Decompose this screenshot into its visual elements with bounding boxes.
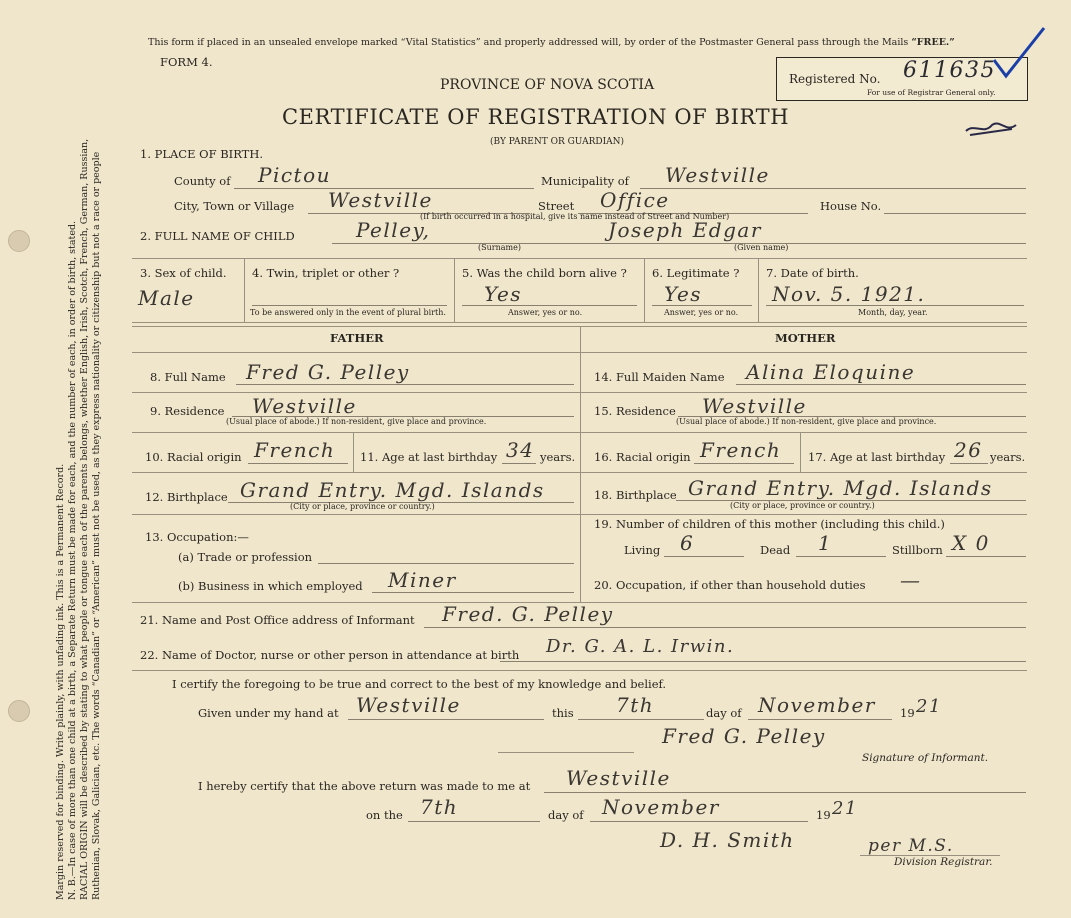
place-of-birth-label: 1. PLACE OF BIRTH. (140, 147, 264, 161)
certify-day-of-label: day of (706, 706, 742, 720)
born-alive-note: Answer, yes or no. (508, 308, 583, 317)
postal-notice: This form if placed in an unsealed envelope marked “Vital Statistics” and properly addressed will, by order of the Postmaster General pass through the Mails “FREE.” (148, 37, 955, 48)
mother-years-label: years. (990, 450, 1026, 464)
margin-note-line: RACIAL ORIGIN will be described by stating to what people or tongue each of the parents belongs, whether English, Irish, Scotch, French, German, Russian, (79, 138, 90, 900)
certify-day-value: 7th (616, 693, 655, 717)
father-birthplace-value: Grand Entry. Mgd. Islands (240, 478, 545, 502)
registrar-signature-label: Division Registrar. (894, 856, 993, 868)
registrar-month-value: November (602, 795, 720, 819)
municipality-label: Municipality of (541, 174, 629, 188)
father-racial-origin-value: French (254, 438, 336, 462)
date-of-birth-label: 7. Date of birth. (766, 266, 859, 280)
city-label: City, Town or Village (174, 199, 295, 213)
mother-residence-note: (Usual place of abode.) If non-resident, give place and province. (676, 417, 937, 426)
street-value: Office (600, 188, 670, 212)
registrar-signature-suffix: per M.S. (868, 836, 954, 856)
father-residence-value: Westville (252, 394, 357, 418)
twin-note: To be answered only in the event of plural birth. (250, 308, 446, 317)
punch-hole (8, 230, 30, 252)
legitimate-label: 6. Legitimate ? (652, 266, 740, 280)
margin-notes (55, 20, 140, 900)
dead-value: 1 (818, 531, 833, 555)
born-alive-label: 5. Was the child born alive ? (462, 266, 627, 280)
given-name-label: (Given name) (734, 243, 789, 252)
registered-number: 611635 (903, 58, 996, 83)
certify-month-value: November (758, 693, 876, 717)
county-label: County of (174, 174, 231, 188)
hospital-note: (If birth occurred in a hospital, give its name instead of Street and Number) (420, 212, 730, 221)
doctor-label: 22. Name of Doctor, nurse or other person in attendance at birth (140, 648, 520, 662)
child-surname-value: Pelley, (356, 218, 431, 242)
father-header: FATHER (330, 331, 384, 345)
margin-note-line: Margin reserved for binding. Write plainly, with unfading ink. This is a Permanent Record. (55, 463, 66, 900)
province-heading: PROVINCE OF NOVA SCOTIA (440, 77, 655, 93)
father-years-label: years. (540, 450, 576, 464)
mother-birthplace-note: (City or place, province or country.) (730, 501, 875, 510)
page-title: CERTIFICATE OF REGISTRATION OF BIRTH (282, 105, 790, 129)
father-birthplace-note: (City or place, province or country.) (290, 502, 435, 511)
mother-residence-value: Westville (702, 394, 807, 418)
mother-residence-label: 15. Residence (594, 404, 676, 418)
punch-hole (8, 700, 30, 722)
mother-birthplace-label: 18. Birthplace (594, 488, 677, 502)
trade-label: (a) Trade or profession (178, 550, 313, 564)
mother-age-value: 26 (954, 438, 983, 462)
business-label: (b) Business in which employed (178, 579, 363, 593)
father-residence-note: (Usual place of abode.) If non-resident, give place and province. (226, 417, 487, 426)
twin-label: 4. Twin, triplet or other ? (252, 266, 400, 280)
registered-note: For use of Registrar General only. (867, 88, 996, 97)
stillborn-value: X 0 (952, 531, 990, 555)
given-place-value: Westville (356, 693, 461, 717)
county-value: Pictou (258, 163, 332, 187)
certify-year-value: 21 (916, 696, 942, 717)
registrar-day-value: 7th (420, 795, 459, 819)
father-racial-origin-label: 10. Racial origin (145, 450, 242, 464)
sex-value: Male (138, 286, 195, 310)
father-age-label: 11. Age at last birthday (360, 450, 498, 464)
check-mark-icon (990, 24, 1050, 84)
father-name-label: 8. Full Name (150, 370, 226, 384)
registrar-year-value: 21 (832, 798, 858, 819)
legitimate-note: Answer, yes or no. (664, 308, 739, 317)
father-residence-label: 9. Residence (150, 404, 225, 418)
legitimate-value: Yes (664, 282, 703, 306)
page-subtitle: (BY PARENT OR GUARDIAN) (490, 137, 625, 147)
doctor-value: Dr. G. A. L. Irwin. (546, 636, 735, 657)
surname-label: (Surname) (478, 243, 521, 252)
house-number-label: House No. (820, 199, 882, 213)
sex-label: 3. Sex of child. (140, 266, 227, 280)
registered-label: Registered No. (789, 72, 881, 86)
municipality-value: Westville (665, 163, 770, 187)
mother-name-label: 14. Full Maiden Name (594, 370, 725, 384)
registrar-statement: I hereby certify that the above return was made to me at (198, 779, 531, 793)
form-number: FORM 4. (160, 55, 213, 69)
informant-label: 21. Name and Post Office address of Informant (140, 613, 415, 627)
father-name-value: Fred G. Pelley (246, 360, 410, 384)
scribble-mark-icon (962, 117, 1020, 139)
registrar-year-prefix: 19 (816, 808, 831, 822)
father-birthplace-label: 12. Birthplace (145, 490, 228, 504)
child-given-name-value: Joseph Edgar (608, 218, 762, 242)
mother-occupation-label: 20. Occupation, if other than household duties (594, 578, 866, 592)
business-value: Miner (388, 568, 457, 592)
street-label: Street (538, 199, 575, 213)
margin-note-line: Ruthenian, Slovak, Galician, etc. The words “Canadian” or “American” must not be used, as they express nationality or citizenship but not a race or people (91, 151, 102, 900)
mother-racial-origin-value: French (700, 438, 782, 462)
father-age-value: 34 (506, 438, 535, 462)
stillborn-label: Stillborn (892, 543, 943, 557)
registrar-place-value: Westville (566, 766, 671, 790)
date-of-birth-value: Nov. 5. 1921. (772, 282, 926, 306)
mother-birthplace-value: Grand Entry. Mgd. Islands (688, 476, 993, 500)
living-value: 6 (680, 531, 695, 555)
given-under-label: Given under my hand at (198, 706, 339, 720)
date-of-birth-note: Month, day, year. (858, 308, 928, 317)
occupation-label: 13. Occupation:— (145, 530, 249, 544)
certify-statement: I certify the foregoing to be true and correct to the best of my knowledge and belief. (172, 677, 667, 691)
informant-value: Fred. G. Pelley (442, 602, 614, 626)
mother-age-label: 17. Age at last birthday (808, 450, 946, 464)
city-value: Westville (328, 188, 433, 212)
margin-note-line: N. B.—In case of more than one child at a birth, a Separate Return must be made for each, and the number of each, in order of birth, stated. (67, 220, 78, 900)
child-name-label: 2. FULL NAME OF CHILD (140, 229, 295, 243)
informant-signature-label: Signature of Informant. (862, 752, 989, 764)
mother-header: MOTHER (775, 331, 836, 345)
informant-signature: Fred G. Pelley (662, 724, 826, 748)
certify-year-prefix: 19 (900, 706, 915, 720)
children-count-label: 19. Number of children of this mother (including this child.) (594, 517, 945, 531)
registrar-day-of-label: day of (548, 808, 584, 822)
this-label: this (552, 706, 574, 720)
mother-racial-origin-label: 16. Racial origin (594, 450, 691, 464)
mother-name-value: Alina Eloquine (746, 360, 916, 384)
dead-label: Dead (760, 543, 791, 557)
on-the-label: on the (366, 808, 403, 822)
living-label: Living (624, 543, 661, 557)
registrar-signature: D. H. Smith (660, 828, 795, 852)
born-alive-value: Yes (484, 282, 523, 306)
mother-occupation-value: — (900, 568, 922, 592)
